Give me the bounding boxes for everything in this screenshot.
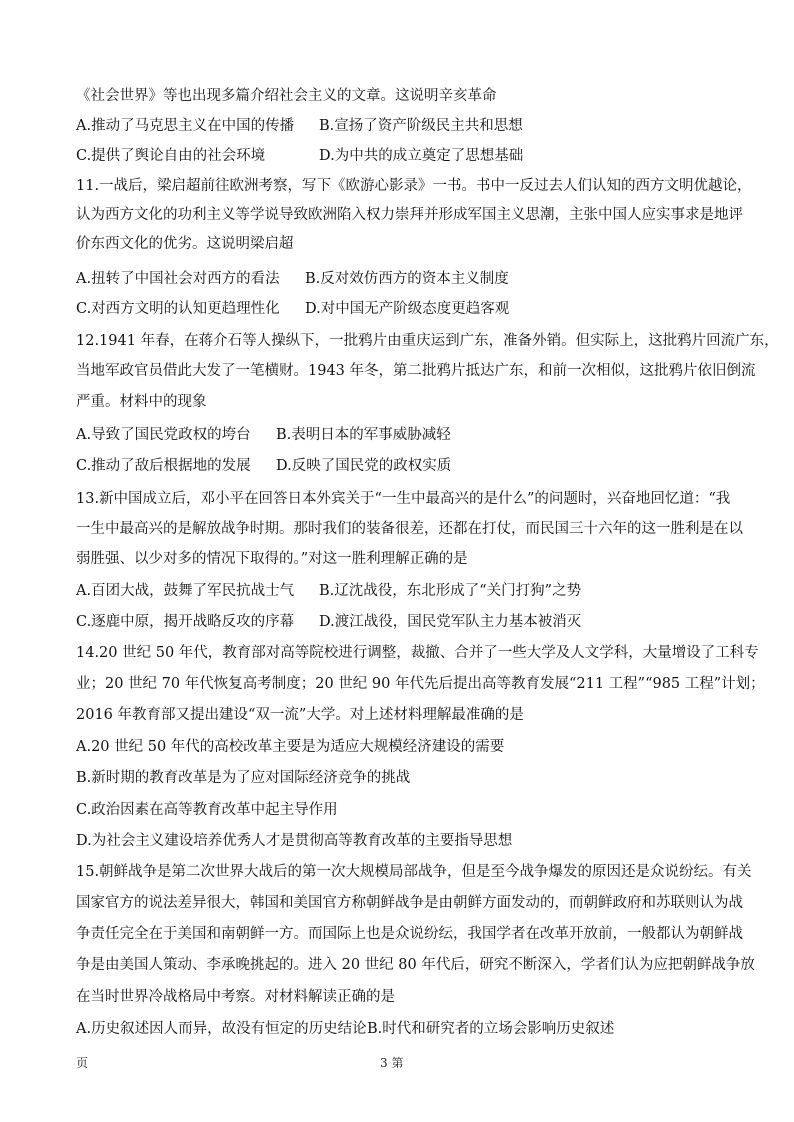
q12-stem-line: 12.1941 年春，在蒋介石等人操纵下，一批鸦片由重庆运到广东，准备外销。但实际上，这批鸦片回流广东，: [76, 333, 779, 349]
q15-option-a: A.历史叙述因人而异，故没有恒定的历史结论: [76, 1021, 367, 1037]
q12-stem-line: 当地军政官员借此大发了一笔横财。1943 年冬，第二批鸦片抵达广东，和前一次相似，这批鸦片依旧倒流: [76, 363, 756, 379]
q15-option-b: B.时代和研究者的立场会影响历史叙述: [367, 1021, 615, 1037]
q13-option-a: A.百团大战，鼓舞了军民抗战士气: [76, 583, 295, 599]
q13-option-c: C.逐鹿中原，揭开战略反攻的序幕: [76, 614, 295, 630]
q14-stem-line: 14.20 世纪 50 年代，教育部对高等院校进行调整，裁撤、合并了一些大学及人文学科，大量增设了工科专: [76, 645, 759, 661]
q15-stem-line: 在当时世界冷战格局中考察。对材料解读正确的是: [76, 989, 395, 1005]
q12-option-c: C.推动了敌后根据地的发展: [76, 458, 251, 474]
q14-option-d: D.为社会主义建设培养优秀人才是贯彻高等教育改革的主要指导思想: [76, 833, 513, 849]
q10-option-b: B.宣扬了资产阶级民主共和思想: [319, 118, 523, 134]
q13-option-b: B.辽沈战役，东北形成了“关门打狗”之势: [319, 583, 582, 599]
question-stem-line: 《社会世界》等也出现多篇介绍社会主义的文章。这说明辛亥革命: [76, 88, 497, 104]
q15-stem-line: 国家官方的说法差异很大，韩国和美国官方称朝鲜战争是由朝鲜方面发动的，而朝鲜政府和苏联则认为战: [76, 895, 743, 911]
q11-stem-line: 认为西方文化的功利主义等学说导致欧洲陷入权力崇拜并形成军国主义思潮，主张中国人应实事求是地评: [76, 207, 743, 223]
q10-option-d: D.为中共的成立奠定了思想基础: [319, 148, 524, 164]
q13-stem-line: 一生中最高兴的是解放战争时期。那时我们的装备很差，还都在打仗，而民国三十六年的这一胜利是在以: [76, 521, 743, 537]
q12-option-b: B.表明日本的军事威胁减轻: [276, 427, 451, 443]
q15-stem-line: 15.朝鲜战争是第二次世界大战后的第一次大规模局部战争，但是至今战争爆发的原因还是众说纷纭。有关: [76, 864, 752, 880]
q14-option-a: A.20 世纪 50 年代的高校改革主要是为适应大规模经济建设的需要: [76, 739, 505, 755]
q15-stem-line: 争责任完全在于美国和南朝鲜一方。而国际上也是众说纷纭，我国学者在改革开放前，一般都认为朝鲜战: [76, 926, 743, 942]
footer-left-page-label: 页: [76, 1056, 89, 1070]
q10-option-a: A.推动了马克思主义在中国的传播: [76, 118, 295, 134]
q10-option-c: C.提供了舆论自由的社会环境: [76, 148, 266, 164]
q12-stem-line: 严重。材料中的现象: [76, 394, 207, 410]
q11-option-c: C.对西方文明的认知更趋理性化: [76, 301, 280, 317]
q15-stem-line: 争是由美国人策动、李承晚挑起的。进入 20 世纪 80 年代后，研究不断深入，学者们认为应把朝鲜战争放: [76, 957, 755, 973]
footer-page-number: 3 第: [380, 1056, 404, 1070]
q11-option-b: B.反对效仿西方的资本主义制度: [305, 271, 509, 287]
q13-option-d: D.渡江战役，国民党军队主力基本被消灭: [319, 614, 582, 630]
q13-stem-line: 弱胜强、以少对多的情况下取得的。”对这一胜利理解正确的是: [76, 551, 468, 567]
q12-option-d: D.反映了国民党的政权实质: [276, 458, 452, 474]
q11-stem-line: 11.一战后，梁启超前往欧洲考察，写下《欧游心影录》一书。书中一反过去人们认知的西方文明优越论，: [76, 178, 752, 194]
q11-option-a: A.扭转了中国社会对西方的看法: [76, 271, 280, 287]
q14-stem-line: 2016 年教育部又提出建设“双一流”大学。对上述材料理解最准确的是: [76, 707, 524, 723]
q12-option-a: A.导致了国民党政权的垮台: [76, 427, 251, 443]
q14-option-c: C.政治因素在高等教育改革中起主导作用: [76, 802, 338, 818]
q13-stem-line: 13.新中国成立后，邓小平在回答日本外宾关于“一生中最高兴的是什么”的问题时，兴奋地回忆道：“我: [76, 491, 731, 507]
q11-option-d: D.对中国无产阶级态度更趋客观: [305, 301, 510, 317]
q14-option-b: B.新时期的教育改革是为了应对国际经济竞争的挑战: [76, 770, 411, 786]
q11-stem-line: 价东西文化的优劣。这说明梁启超: [76, 236, 294, 252]
q14-stem-line: 业；20 世纪 70 年代恢复高考制度；20 世纪 90 年代先后提出高等教育发展“211 工程”“985 工程”计划；: [76, 676, 765, 692]
